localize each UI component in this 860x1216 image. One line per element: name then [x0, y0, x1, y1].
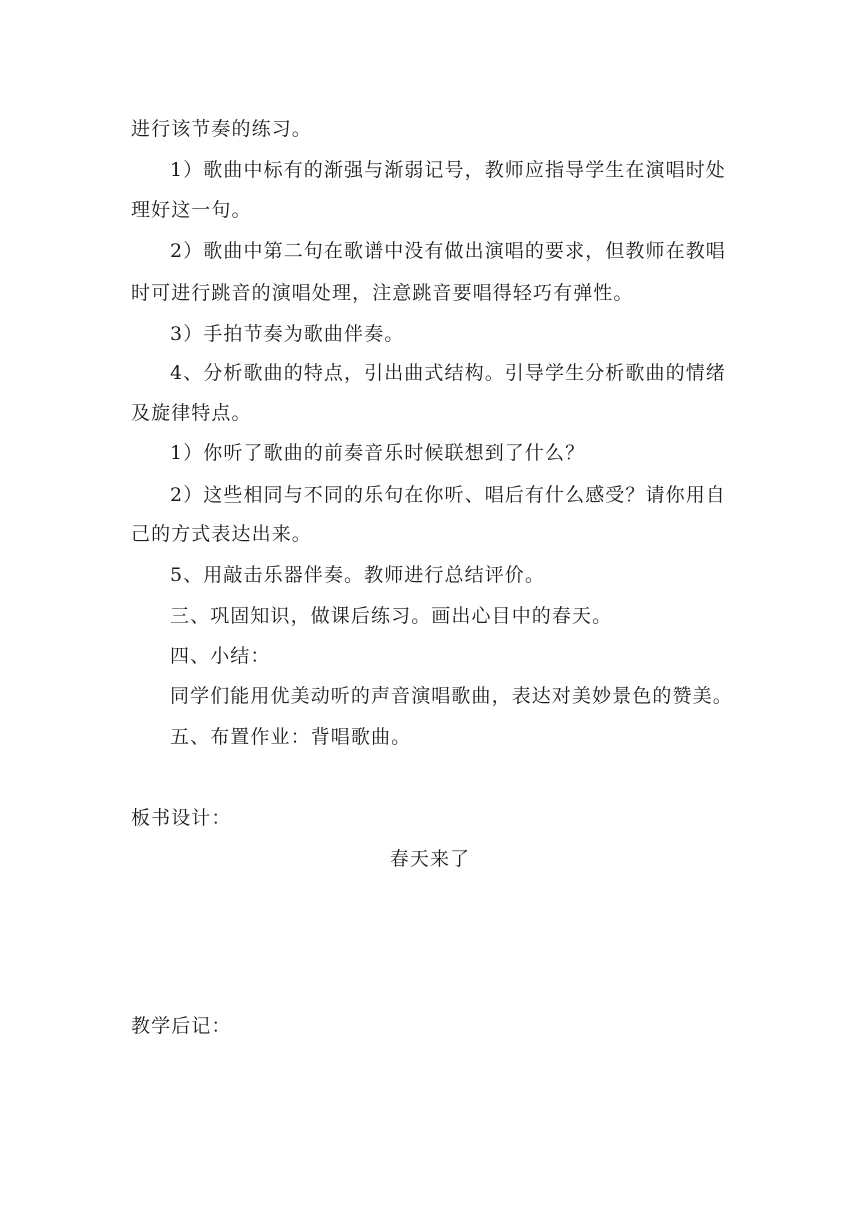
paragraph-line: 1）歌曲中标有的渐强与渐弱记号，教师应指导学生在演唱时处 [170, 159, 726, 181]
paragraph-line: 4、分析歌曲的特点，引出曲式结构。引导学生分析歌曲的情绪 [170, 362, 726, 384]
paragraph-line: 5、用敲击乐器伴奏。教师进行总结评价。 [170, 564, 545, 586]
paragraph-line: 时可进行跳音的演唱处理，注意跳音要唱得轻巧有弹性。 [131, 282, 634, 304]
board-title: 春天来了 [389, 848, 471, 870]
paragraph-line: 己的方式表达出来。 [131, 523, 312, 545]
paragraph-line: 进行该节奏的练习。 [131, 118, 312, 140]
paragraph-line: 理好这一句。 [131, 199, 252, 221]
paragraph-line: 3）手拍节奏为歌曲伴奏。 [170, 323, 405, 345]
paragraph-line: 四、小结： [170, 645, 271, 667]
paragraph-line: 2）歌曲中第二句在歌谱中没有做出演唱的要求，但教师在教唱 [170, 240, 726, 262]
paragraph-line: 2）这些相同与不同的乐句在你听、唱后有什么感受？请你用自 [170, 484, 726, 506]
paragraph-line: 1）你听了歌曲的前奏音乐时候联想到了什么？ [170, 442, 586, 464]
board-design-label: 板书设计： [131, 807, 232, 829]
paragraph-line: 五、布置作业：背唱歌曲。 [170, 726, 412, 748]
paragraph-line: 三、巩固知识，做课后练习。画出心目中的春天。 [170, 605, 613, 627]
teaching-reflection-label: 教学后记： [131, 1015, 232, 1037]
paragraph-line: 及旋律特点。 [131, 402, 252, 424]
paragraph-line: 同学们能用优美动听的声音演唱歌曲，表达对美妙景色的赞美。 [170, 685, 733, 707]
